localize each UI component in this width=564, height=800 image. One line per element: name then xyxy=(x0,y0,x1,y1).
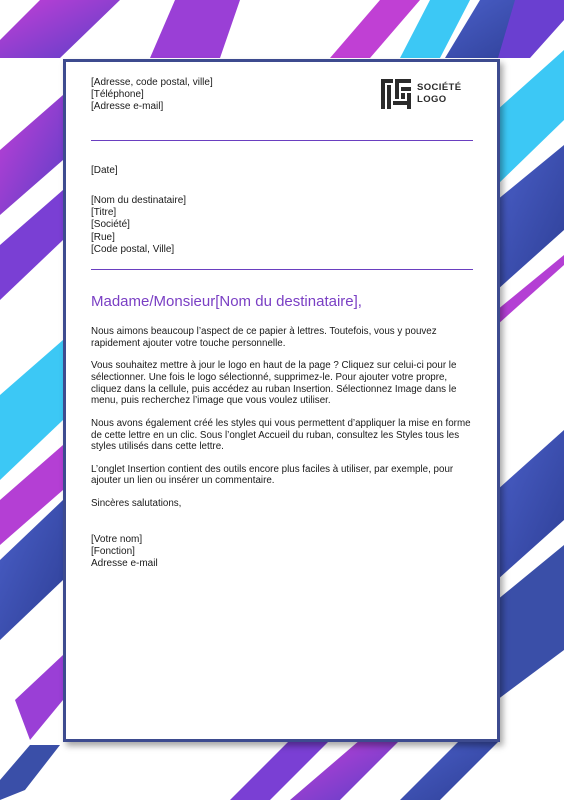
body-paragraph[interactable]: L’onglet Insertion contient des outils encore plus faciles à utiliser, par exemple, pour ajouter un lien ou insérer un commentaire. xyxy=(91,463,454,487)
date-field[interactable]: [Date] xyxy=(91,165,118,176)
letter-page xyxy=(63,59,500,742)
recipient-title[interactable]: [Titre] xyxy=(91,207,117,219)
recipient-street[interactable]: [Rue] xyxy=(91,231,115,243)
sender-phone[interactable]: [Téléphone] xyxy=(91,89,144,100)
building-logo-icon xyxy=(381,79,411,109)
signature-block xyxy=(91,534,158,570)
closing-line[interactable]: Sincères salutations, xyxy=(91,497,182,509)
signature-role[interactable]: [Fonction] xyxy=(91,546,135,557)
stripe-shape xyxy=(15,655,63,740)
recipient-block xyxy=(91,195,186,256)
stripe-shape xyxy=(0,95,63,215)
stripe-shape xyxy=(0,745,60,800)
signature-name[interactable]: [Votre nom] xyxy=(91,534,143,545)
letter-body xyxy=(91,326,473,520)
recipient-company[interactable]: [Société] xyxy=(91,219,130,231)
body-paragraph[interactable]: Vous souhaitez mettre à jour le logo en haut de la page ? Cliquez sur celui-ci pour le sélectionner. Une fois le logo sélectionné, supprimez-le. Pour ajouter votre propre, cliquez dans la cellule, puis accédez au ruban Insertion. Sélectionnez Image dans le menu, puis recherchez l’image que vous voulez utiliser. xyxy=(91,360,457,407)
sender-address[interactable]: [Adresse, code postal, ville] xyxy=(91,77,213,88)
recipient-divider xyxy=(91,269,473,270)
recipient-name[interactable]: [Nom du destinataire] xyxy=(91,195,187,206)
body-paragraph[interactable]: Nous aimons beaucoup l’aspect de ce papier à lettres. Toutefois, vous y pouvez rapidement ajouter votre touche personnelle. xyxy=(91,326,437,349)
header-divider xyxy=(91,140,473,141)
stripe-shape xyxy=(150,0,240,58)
sender-block xyxy=(91,77,213,113)
logo-text xyxy=(417,82,462,106)
stripe-shape xyxy=(0,0,120,58)
body-paragraph[interactable]: Nous avons également créé les styles qui vous permettent d’appliquer la mise en forme de cette lettre en un clic. Sous l’onglet Accueil du ruban, consultez les Styles tous les styles utilisés dans cette lettre. xyxy=(91,417,471,453)
recipient-city[interactable]: [Code postal, Ville] xyxy=(91,243,175,255)
stripe-shape xyxy=(400,740,500,800)
company-logo[interactable] xyxy=(381,79,462,109)
sender-email[interactable]: [Adresse e-mail] xyxy=(91,101,164,112)
logo-line-1: SOCIÉTÉ xyxy=(417,82,462,93)
logo-line-2: LOGO xyxy=(417,94,447,105)
salutation-heading[interactable]: Madame/Monsieur[Nom du destinataire], xyxy=(91,293,362,310)
signature-email[interactable]: Adresse e-mail xyxy=(91,558,158,569)
